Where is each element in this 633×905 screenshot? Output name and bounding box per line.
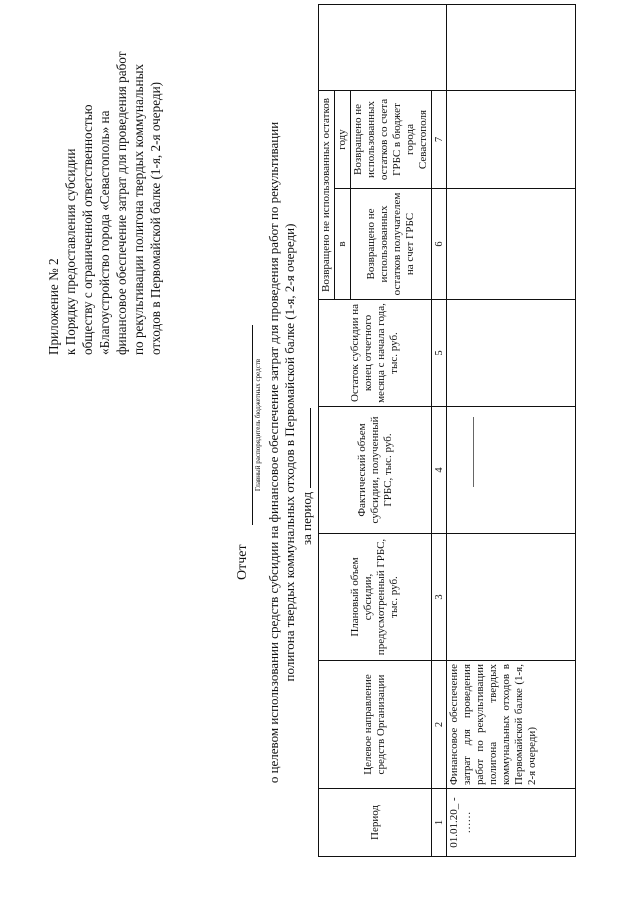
header-period: Период: [319, 789, 432, 857]
gbs-caption: Главный распорядитель бюджетных средств: [254, 358, 262, 492]
header-returned-to-budget: Возвращено не использованных остатков со счета ГРБС в бюджет города Севастополя: [351, 91, 432, 189]
cell-remainder: [447, 300, 576, 407]
report-title: Отчет: [235, 544, 250, 580]
cell-actual: [447, 407, 576, 534]
appendix-line: к Порядку предоставления субсидии: [63, 148, 78, 355]
cell-returned-to-grbs: [447, 189, 576, 300]
report-table: [318, 4, 576, 857]
appendix-title: Приложение № 2: [46, 258, 61, 355]
period-fill-line: [298, 408, 311, 488]
gbs-fill-line: [238, 325, 253, 525]
header-returned-year: году: [335, 91, 351, 189]
cell-returned-to-budget: [447, 91, 576, 189]
cell-purpose: Финансовое обеспечение затрат для проведения работ по рекультивации полигона твердых коммунальных отходов в Первомайской балке (1-я, 2-я очереди): [447, 661, 576, 789]
header-returned-to-grbs: Возвращено не использованных остатков получателем на счет ГРБС: [351, 189, 432, 300]
header-remainder: Остаток субсидии на конец отчетного месяца с начала года, тыс. руб.: [319, 300, 432, 407]
header-actual: Фактический объем субсидии, полученный ГРБС, тыс. руб.: [319, 407, 432, 534]
column-number: 5: [432, 300, 447, 407]
appendix-line: по рекультивации полигона твердых коммунальных: [131, 63, 146, 355]
report-subtitle: [266, 0, 298, 905]
appendix-line: «Благоустройство города «Севастополь» на: [97, 110, 112, 355]
header-row: [319, 5, 335, 857]
column-number: 6: [432, 189, 447, 300]
cell-period: 01.01.20_ - ……: [447, 789, 576, 857]
report-subtitle-line: полигона твердых коммунальных отходов в Первомайской балке (1-я, 2-я очереди): [282, 223, 297, 682]
column-number: 1: [432, 789, 447, 857]
empty-cell: [319, 5, 447, 91]
appendix-line: обществу с ограниченной ответственностью: [80, 104, 95, 355]
table-row: [447, 5, 576, 857]
appendix-line: финансовое обеспечение затрат для проведения работ: [114, 51, 129, 355]
header-purpose: Целевое направление средств Организации: [319, 661, 432, 789]
report-subtitle-line: о целевом использовании средств субсидии на финансовое обеспечение затрат для проведения работ по рекультивации: [266, 121, 281, 784]
column-number: 4: [432, 407, 447, 534]
empty-cell: [447, 5, 576, 91]
column-number-row: [432, 5, 447, 857]
cell-planned: [447, 534, 576, 661]
header-returned-group: Возвращено не использованных остатков: [319, 91, 335, 300]
period-line: [298, 408, 315, 545]
header-returned-in: в: [335, 189, 351, 300]
column-number: 3: [432, 534, 447, 661]
appendix-block: [45, 15, 164, 355]
header-planned: Плановый объем субсидии, предусмотренный ГРБС, тыс. руб.: [319, 534, 432, 661]
column-number: 2: [432, 661, 447, 789]
appendix-line: отходов в Первомайской балке (1-я, 2-я очереди): [148, 81, 163, 355]
column-number: 7: [432, 91, 447, 189]
period-label: за период: [299, 491, 314, 545]
